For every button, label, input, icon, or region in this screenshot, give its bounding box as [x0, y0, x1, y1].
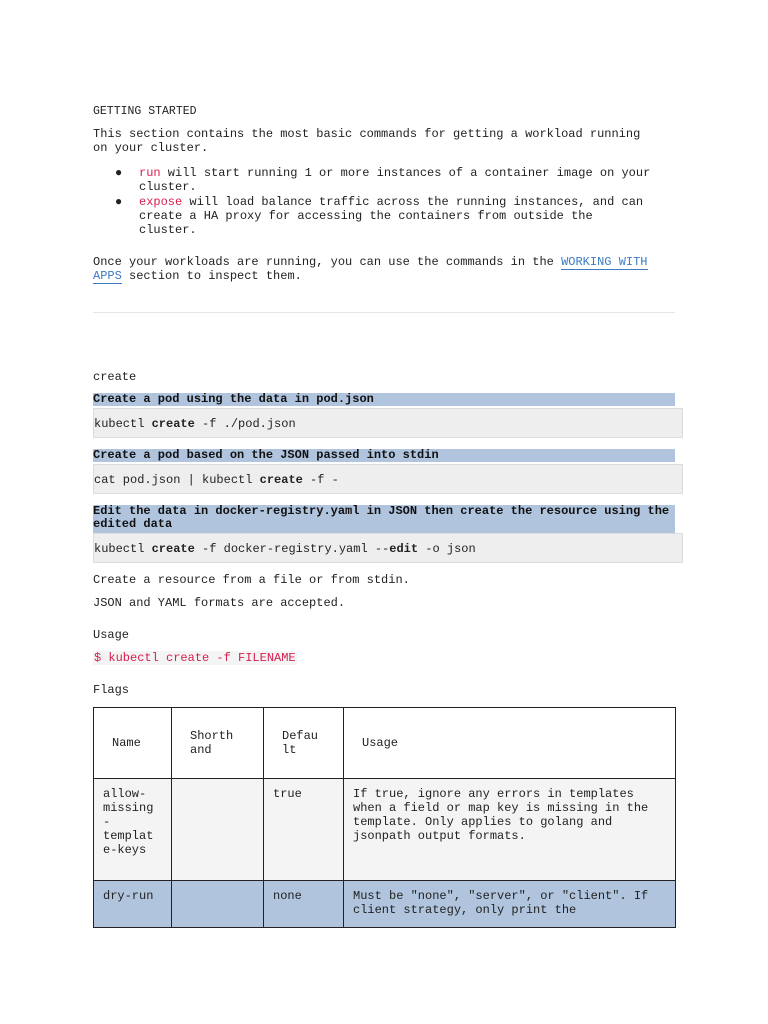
column-header-default	[264, 708, 344, 779]
example-title: Create a pod using the data in pod.json	[93, 393, 675, 406]
code-text: -o json	[418, 542, 476, 556]
flags-label: Flags	[93, 683, 130, 697]
keyword-expose: expose	[139, 195, 183, 209]
outro-text-after: section to inspect them.	[121, 269, 302, 283]
code-keyword: create	[259, 473, 303, 487]
flag-usage: If true, ignore any errors in templates when a field or map key is missing in the template. Only applies to golang and jsonpath output formats.	[353, 787, 656, 843]
working-with-apps-link[interactable]: WORKING WITH APPS	[93, 255, 648, 283]
code-keyword: create	[151, 417, 195, 431]
example-code-block	[93, 408, 683, 438]
outro-paragraph	[93, 255, 673, 283]
column-header-name	[94, 708, 172, 779]
flag-shorthand	[172, 881, 263, 897]
list-item-text: will start running 1 or more instances of a container image on your cluster.	[139, 166, 651, 194]
code-text: -f -	[302, 473, 339, 487]
table-row	[94, 881, 676, 928]
header-text: Name	[112, 736, 141, 750]
flag-name: dry-run	[103, 889, 154, 903]
flag-default: true	[273, 787, 302, 801]
code-text: kubectl	[94, 542, 152, 556]
bullet-icon: ●	[115, 166, 123, 180]
header-text: Usage	[362, 736, 399, 750]
example-code-block	[93, 533, 683, 563]
list-item	[93, 166, 653, 194]
command-description: Create a resource from a file or from stdin.	[93, 573, 410, 587]
bullet-icon: ●	[115, 195, 123, 209]
flag-shorthand-cell	[172, 779, 264, 881]
list-item-text: will load balance traffic across the running instances, and can create a HA proxy for accessing the containers from outside the cluster.	[139, 195, 644, 237]
list-item	[93, 195, 653, 237]
example-title: Create a pod based on the JSON passed into stdin	[93, 449, 675, 462]
command-name: create	[93, 370, 137, 384]
usage-command: $ kubectl create -f FILENAME	[94, 651, 296, 665]
flag-shorthand	[172, 779, 263, 795]
flag-shorthand-cell	[172, 881, 264, 928]
code-keyword: edit	[389, 542, 419, 556]
keyword-run: run	[139, 166, 161, 180]
bullet-list	[93, 166, 653, 238]
code-text: cat pod.json | kubectl	[94, 473, 260, 487]
table-row	[94, 779, 676, 881]
flag-default-cell	[264, 779, 344, 881]
flag-usage: Must be "none", "server", or "client". If client strategy, only print the	[353, 889, 656, 917]
flag-default-cell	[264, 881, 344, 928]
intro-paragraph: This section contains the most basic commands for getting a workload running on your cluster.	[93, 127, 641, 155]
usage-label: Usage	[93, 628, 130, 642]
flag-usage-cell	[344, 779, 676, 881]
code-text: -f docker-registry.yaml --	[194, 542, 390, 556]
outro-text-before: Once your workloads are running, you can use the commands in the	[93, 255, 562, 269]
code-keyword: create	[151, 542, 195, 556]
flag-name-cell	[94, 779, 172, 881]
flags-table	[93, 707, 676, 928]
header-text: Shorth and	[190, 729, 234, 757]
column-header-usage	[344, 708, 676, 779]
flag-name-cell	[94, 881, 172, 928]
flag-default: none	[273, 889, 302, 903]
header-text: Defau lt	[282, 729, 319, 757]
flag-usage-cell	[344, 881, 676, 928]
column-header-shorthand	[172, 708, 264, 779]
table-header-row	[94, 708, 676, 779]
example-title: Edit the data in docker-registry.yaml in JSON then create the resource using the edited data	[93, 505, 675, 533]
flag-name: allow- missing - templat e-keys	[103, 787, 154, 857]
example-code-block	[93, 464, 683, 494]
code-text: -f ./pod.json	[194, 417, 296, 431]
divider	[93, 312, 675, 313]
command-description: JSON and YAML formats are accepted.	[93, 596, 346, 610]
section-heading: GETTING STARTED	[93, 105, 197, 118]
code-text: kubectl	[94, 417, 152, 431]
